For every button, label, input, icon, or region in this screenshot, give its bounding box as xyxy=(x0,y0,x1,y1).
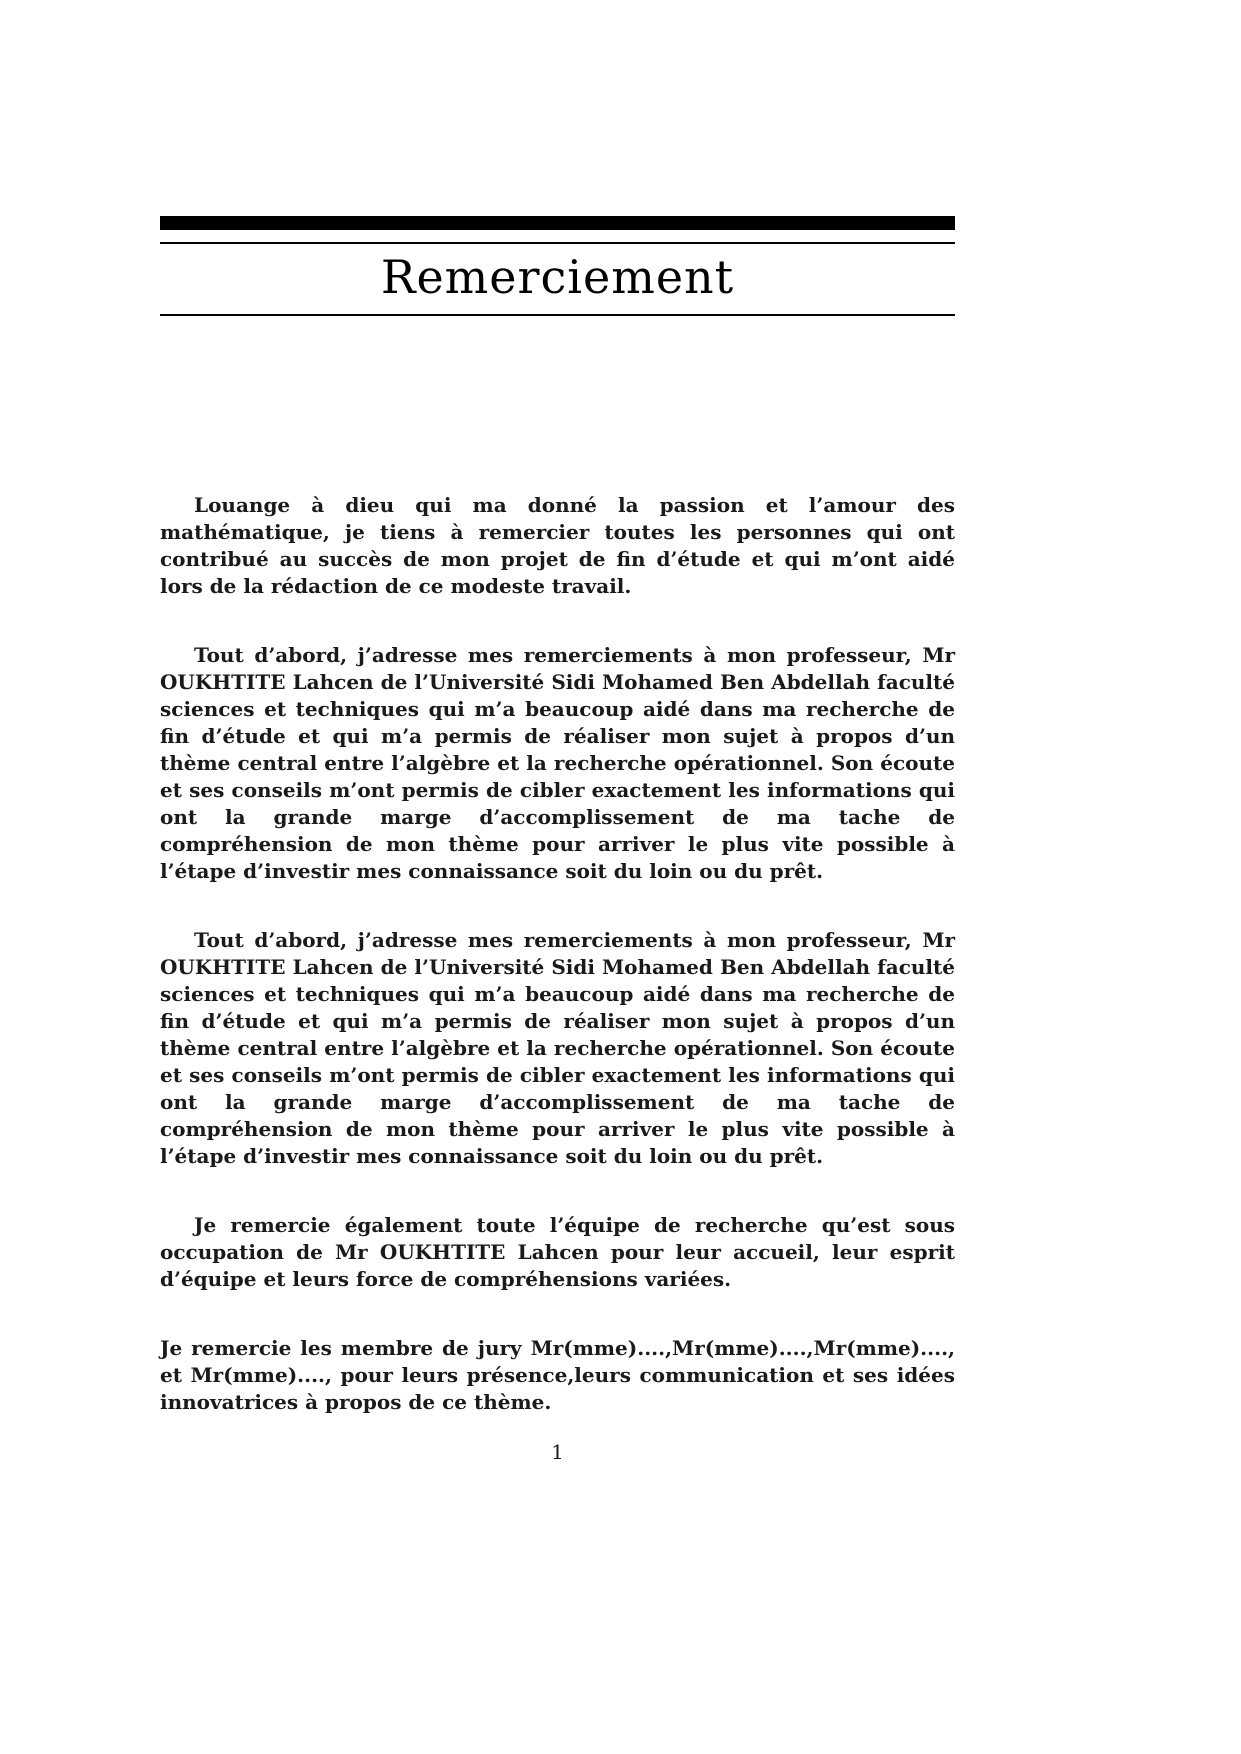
chapter-rule-thick xyxy=(160,216,955,230)
chapter-rule-bottom xyxy=(160,314,955,316)
paragraph-jury: Je remercie les membre de jury Mr(mme)....,Mr(mme)....,Mr(mme)...., et Mr(mme)...., pour leurs présence,leurs communication et ses idées innovatrices à propos de ce thème. xyxy=(160,1336,955,1414)
page-title: Remerciement xyxy=(380,250,735,304)
paragraph-tout-dabord-2: Tout d’abord, j’adresse mes remerciements à mon professeur, Mr OUKHTITE Lahcen de l’Université Sidi Mohamed Ben Abdellah faculté sciences et techniques qui m’a beaucoup aidé dans ma recherche de fin d’étude et qui m’a permis de réaliser mon sujet à propos d’un thème central entre l’algèbre et la recherche opérationnel. Son écoute et ses conseils m’ont permis de cibler exactement les informations qui ont la grande marge d’accomplissement de ma tache de compréhension de mon thème pour arriver le plus vite possible à l’étape d’investir mes connaissance soit du loin ou du prêt. xyxy=(160,928,955,1168)
paragraph-tout-dabord-1: Tout d’abord, j’adresse mes remerciements à mon professeur, Mr OUKHTITE Lahcen de l’Université Sidi Mohamed Ben Abdellah faculté sciences et techniques qui m’a beaucoup aidé dans ma recherche de fin d’étude et qui m’a permis de réaliser mon sujet à propos d’un thème central entre l’algèbre et la recherche opérationnel. Son écoute et ses conseils m’ont permis de cibler exactement les informations qui ont la grande marge d’accomplissement de ma tache de compréhension de mon thème pour arriver le plus vite possible à l’étape d’investir mes connaissance soit du loin ou du prêt. xyxy=(160,643,955,883)
body-text xyxy=(160,492,955,1416)
paragraph-louange: Louange à dieu qui ma donné la passion et l’amour des mathématique, je tiens à remercier toutes les personnes qui ont contribué au succès de mon projet de fin d’étude et qui m’ont aidé lors de la rédaction de ce modeste travail. xyxy=(160,493,955,598)
chapter-heading xyxy=(160,216,955,316)
chapter-rule-top xyxy=(160,242,955,244)
paragraph-equipe: Je remercie également toute l’équipe de recherche qu’est sous occupation de Mr OUKHTITE Lahcen pour leur accueil, leur esprit d’équipe et leurs force de compréhensions variées. xyxy=(160,1213,955,1291)
page-number: 1 xyxy=(551,1440,564,1464)
